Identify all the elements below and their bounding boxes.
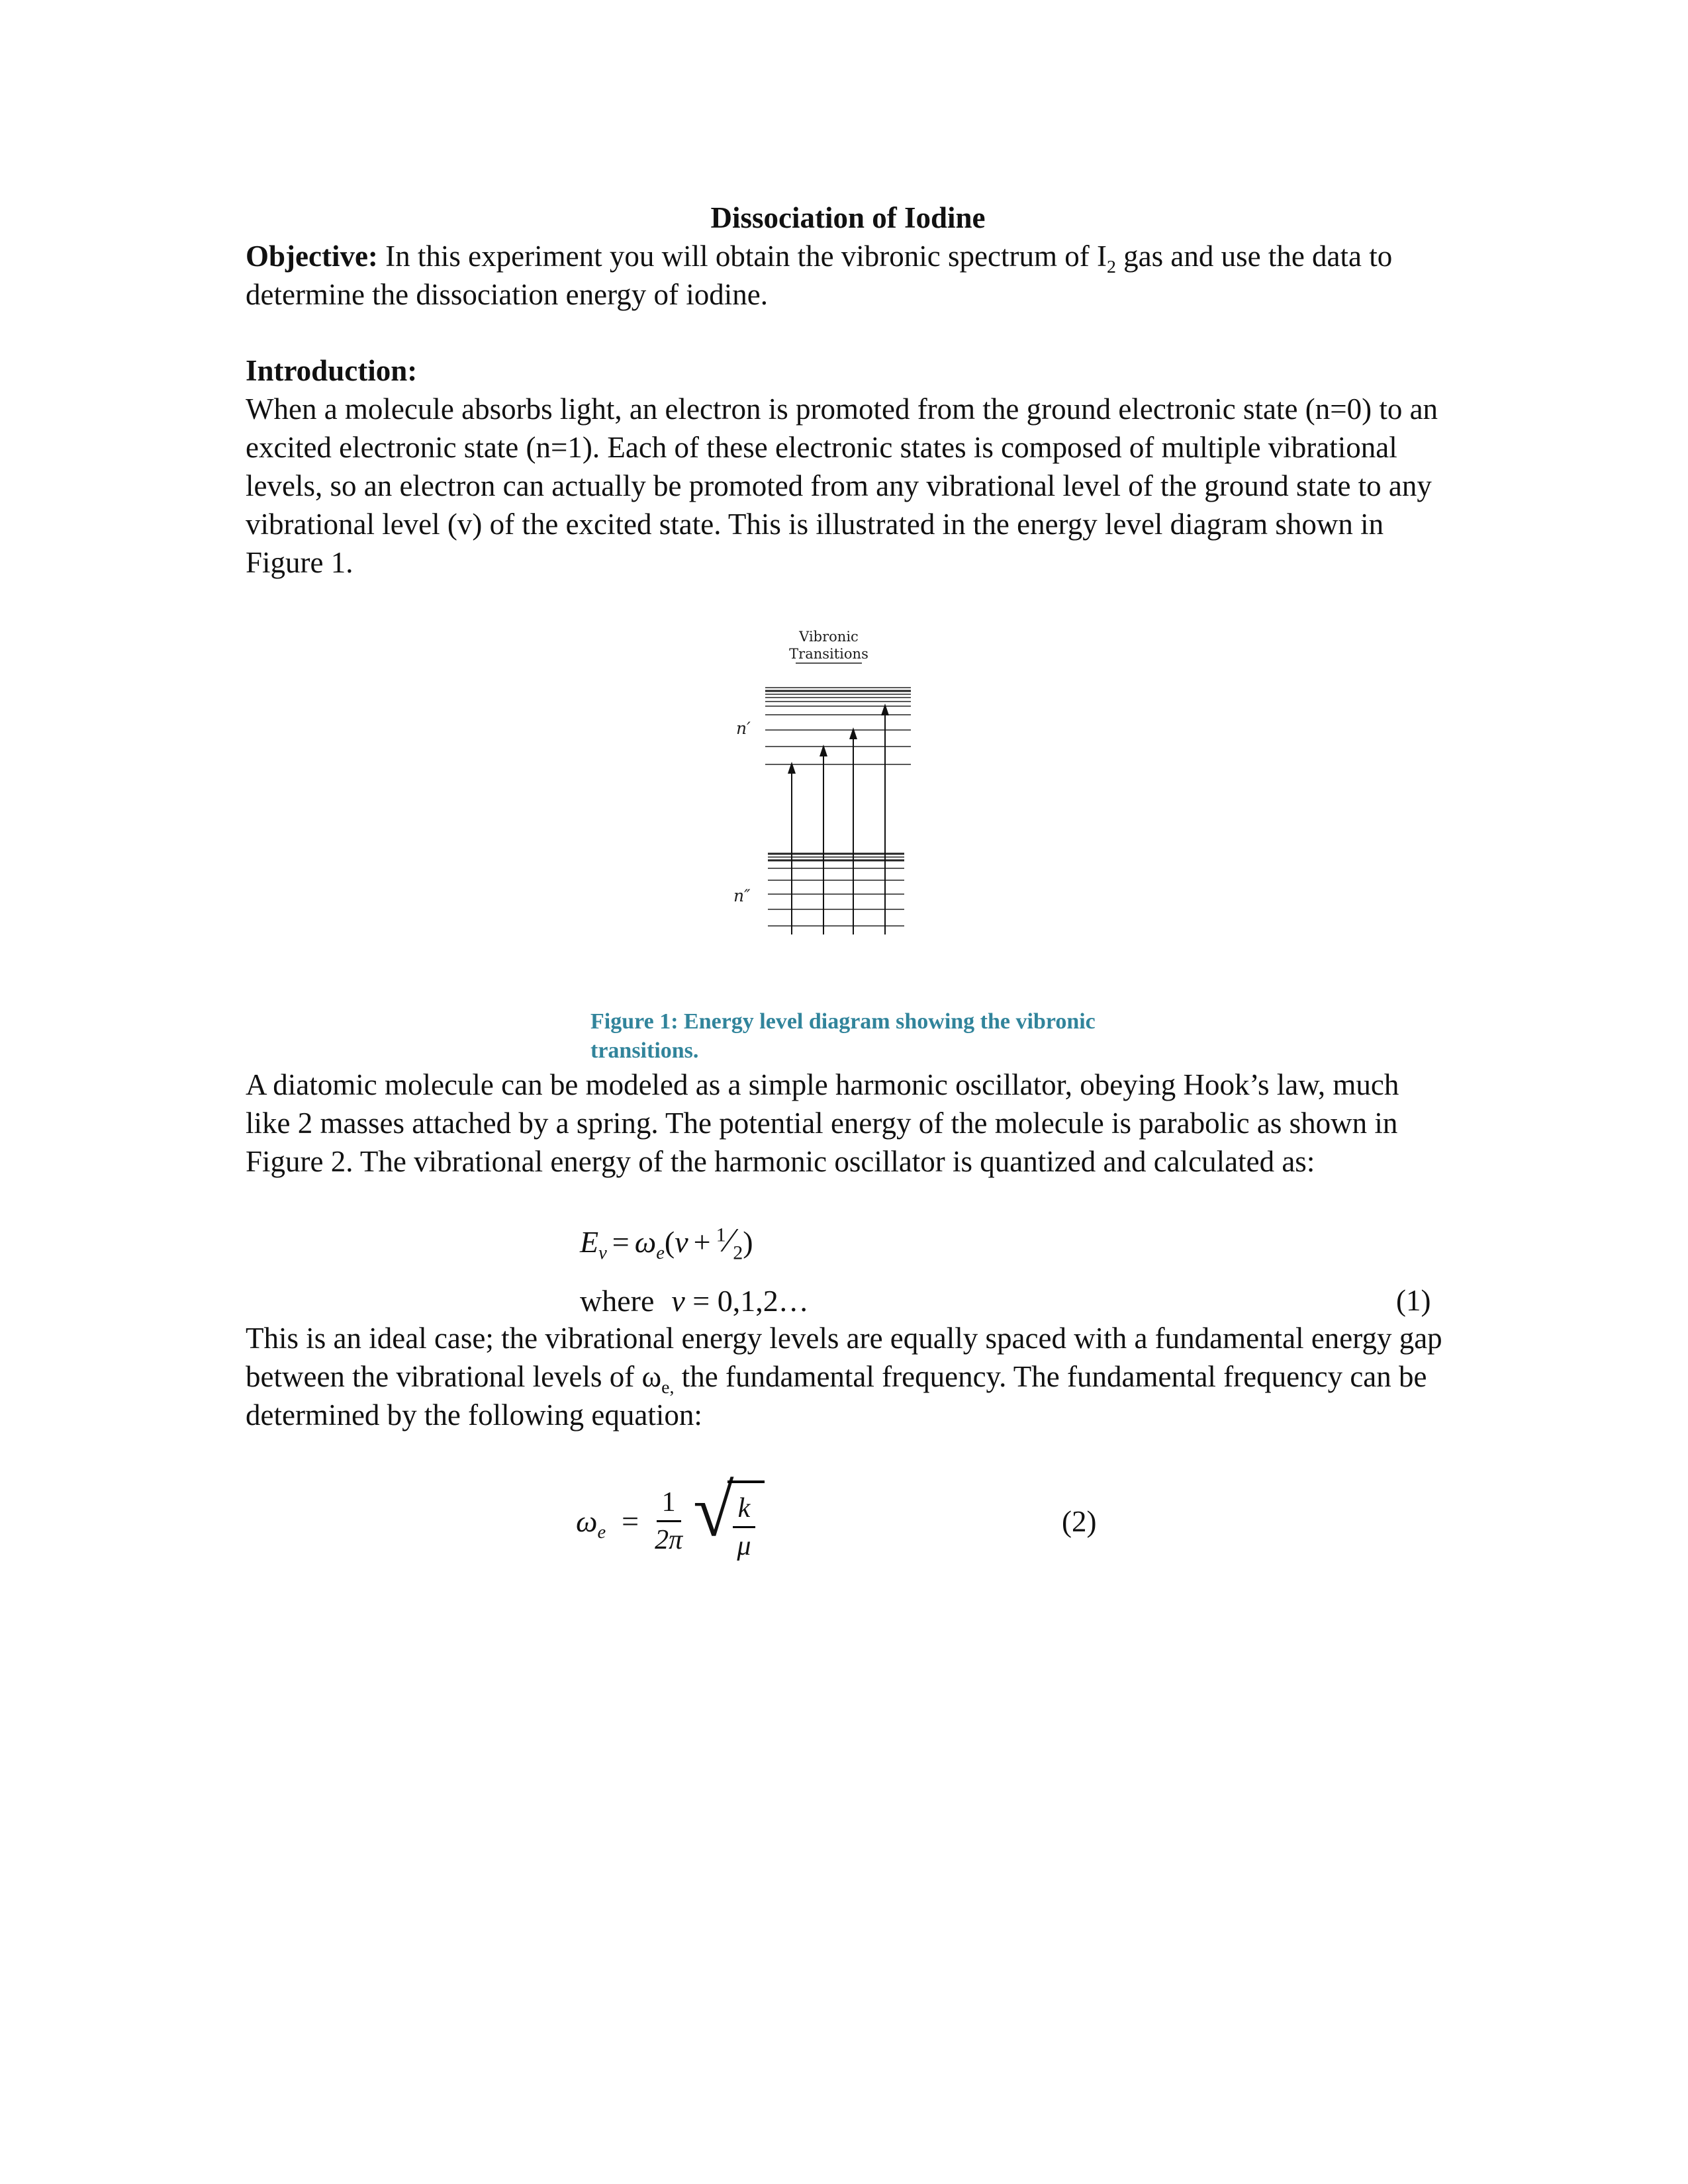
square-root — [693, 1469, 765, 1563]
ideal-text-before: This is an ideal case; the vibrational energy levels are equally spaced with a fundamental energy gap between the vibrational levels of ω — [246, 1321, 1442, 1393]
harmonic-paragraph: A diatomic molecule can be modeled as a simple harmonic oscillator, obeying Hook’s law, much like 2 masses attached by a spring. The potential energy of the molecule is parabolic as shown in Figure 2. The vibrational energy of the harmonic oscillator is quantized and calculated as: — [246, 1068, 1399, 1178]
ideal-text-after: the fundamental frequency. The fundamental frequency can be determined by the following equation: — [246, 1359, 1427, 1432]
radical-sign: √ — [693, 1469, 734, 1552]
equation-1-expression — [580, 1220, 1450, 1265]
figure-1 — [246, 627, 1450, 1066]
omega-symbol-2: ω — [576, 1504, 598, 1538]
radicand — [727, 1480, 765, 1563]
iodine-subscript: 2 — [1106, 257, 1116, 277]
introduction-paragraph: When a molecule absorbs light, an electron is promoted from the ground electronic state (n=0) to an excited electronic state (n=1). Each of these electronic states is composed of multiple vibrational levels, so an electron can actually be promoted from any vibrational level of the ground state to any vibrational level (v) of the excited state. This is illustrated in the energy level diagram shown in Figure 1. — [246, 392, 1438, 579]
ground-state-levels — [768, 854, 904, 926]
transition-arrows — [788, 704, 889, 934]
open-paren: ( — [664, 1225, 675, 1259]
objective-paragraph — [246, 237, 1450, 314]
equation-2 — [246, 1469, 1450, 1563]
equation-2-number: (2) — [1062, 1504, 1097, 1538]
ideal-case-paragraph — [246, 1319, 1450, 1434]
close-paren: ) — [743, 1225, 753, 1259]
omega-subscript: e — [656, 1243, 665, 1264]
n-prime-label: n′ — [736, 719, 751, 738]
sequence-variable: v — [671, 1283, 685, 1318]
omega-subscript-2: e — [597, 1522, 606, 1543]
radicand-fraction: $\frac{k}{\mu}$ — [733, 1492, 756, 1563]
omega-symbol: ω — [634, 1225, 657, 1259]
omega-e-subscript: e, — [661, 1377, 675, 1398]
where-label: where — [580, 1283, 655, 1318]
equation-2-expression — [576, 1469, 1097, 1563]
introduction-heading: Introduction: — [246, 354, 418, 387]
figure-caption: Figure 1: Energy level diagram showing the vibronic transitions. — [590, 1009, 1096, 1063]
document-title: Dissociation of Iodine — [710, 201, 986, 234]
energy-level-diagram — [731, 627, 916, 941]
n-double-prime-label: n″ — [733, 886, 751, 905]
plus-sign: + — [693, 1225, 711, 1259]
equation-1 — [246, 1220, 1450, 1319]
sequence-values: = 0,1,2… — [684, 1283, 809, 1318]
quantum-number-variable: v — [675, 1225, 688, 1259]
energy-subscript: v — [598, 1243, 607, 1264]
objective-text-after: gas and use the data to determine the dissociation energy of iodine. — [246, 240, 1393, 311]
objective-text-before: In this experiment you will obtain the vibronic spectrum of I — [377, 240, 1107, 273]
equation-1-condition — [580, 1283, 1450, 1319]
one-half-fraction: $^1⁄_2$ — [716, 1222, 743, 1264]
equation-1-number: (1) — [1396, 1283, 1431, 1317]
excited-state-levels — [765, 688, 911, 764]
vibronic-label: Vibronic — [799, 629, 859, 645]
energy-symbol: E — [580, 1225, 599, 1259]
omega-term — [576, 1503, 606, 1543]
coefficient-fraction: $\frac{1}{2\pi}$ — [655, 1486, 683, 1556]
equals-sign-2: = — [622, 1504, 639, 1538]
transitions-label: Transitions — [789, 646, 868, 662]
equals-sign: = — [612, 1225, 630, 1259]
objective-label: Objective: — [246, 240, 378, 273]
